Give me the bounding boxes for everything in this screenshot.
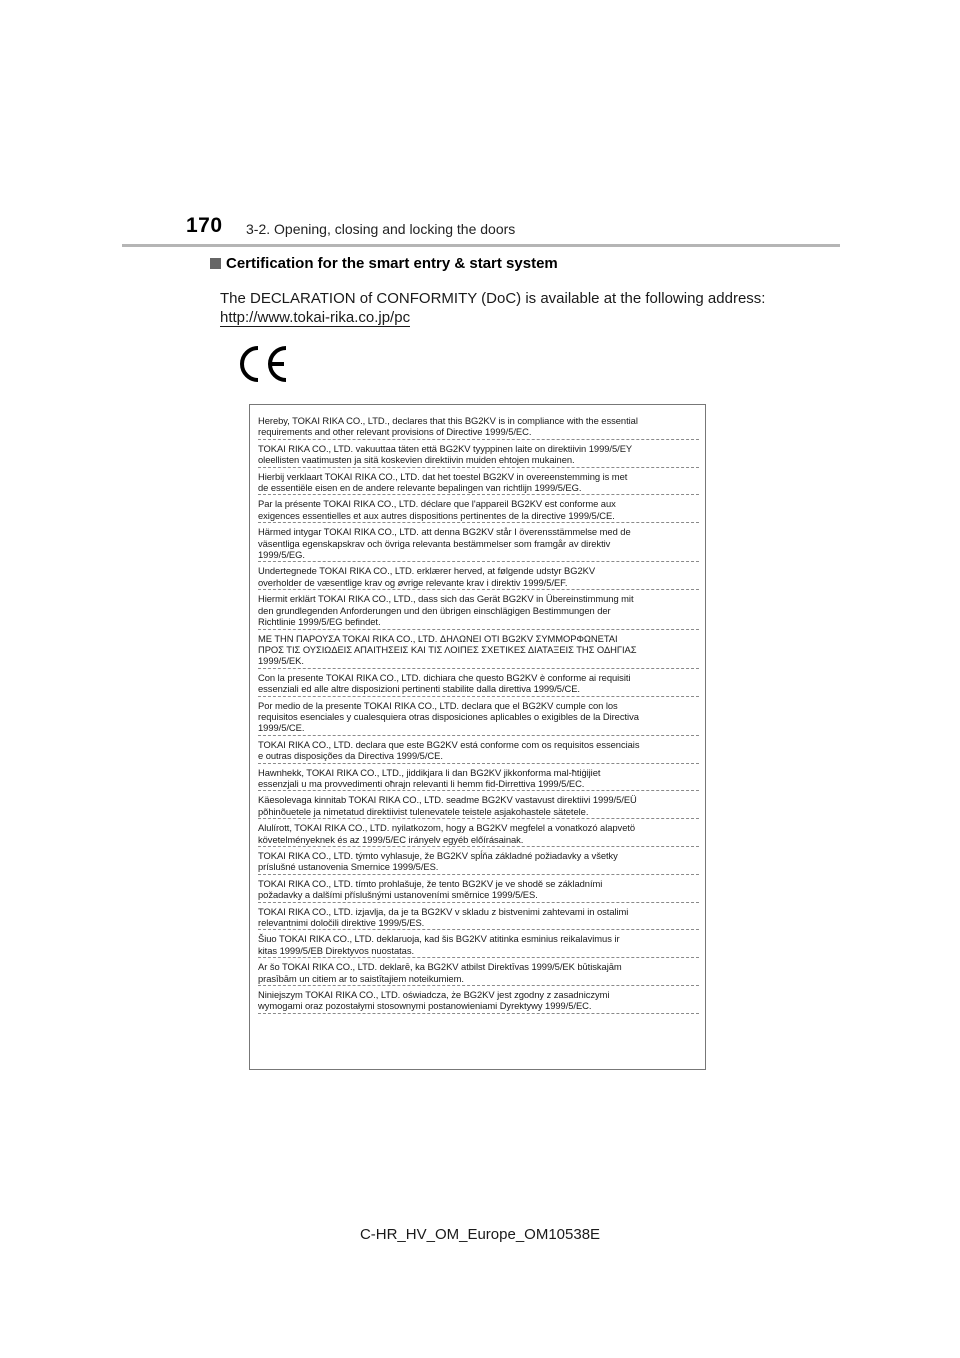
declaration-item: TOKAI RIKA CO., LTD. týmto vyhlasuje, že BG2KV spĺňa základné požiadavky a všetky príslušné ustanovenia Smernice 1999/5/ES. <box>258 847 699 875</box>
header-rule <box>122 244 840 247</box>
declaration-item: Käesolevaga kinnitab TOKAI RIKA CO., LTD. seadme BG2KV vastavust direktiivi 1999/5/EÜ põhinõuetele ja nimetatud direktiivist tulenevatele teistele asjakohastele sätetele. <box>258 791 699 819</box>
declaration-item: Hawnhekk, TOKAI RIKA CO., LTD., jiddikjara li dan BG2KV jikkonforma mal-ħtiġijiet essenzjali u ma provvedimenti oħrajn relevanti li hemm fid-Dirrettiva 1999/5/EC. <box>258 764 699 792</box>
page-number: 170 <box>186 214 223 237</box>
declaration-list <box>258 412 699 1014</box>
intro-text <box>220 289 780 327</box>
declaration-item: Niniejszym TOKAI RIKA CO., LTD. oświadcza, że BG2KV jest zgodny z zasadniczymi wymogami oraz pozostałymi stosownymi postanowieniami Dyrektywy 1999/5/EC. <box>258 986 699 1014</box>
declaration-item: Hiermit erklärt TOKAI RIKA CO., LTD., dass sich das Gerät BG2KV in Übereinstimmung mit den grundlegenden Anforderungen und den übrigen einschlägigen Bestimmungen der Richtlinie 1999/5/EG befindet. <box>258 590 699 629</box>
declaration-item: TOKAI RIKA CO., LTD. vakuuttaa täten että BG2KV tyyppinen laite on direktiivin 1999/5/EY oleellisten vaatimusten ja sitä koskevien direktiivin muiden ehtojen mukainen. <box>258 440 699 468</box>
intro-line: The DECLARATION of CONFORMITY (DoC) is available at the following address: <box>220 290 766 307</box>
heading-text: Certification for the smart entry & start system <box>226 255 558 272</box>
ce-mark-icon <box>237 344 293 384</box>
declaration-item: Ar šo TOKAI RIKA CO., LTD. deklarē, ka BG2KV atbilst Direktīvas 1999/5/EK būtiskajām prasībām un citiem ar to saistītajiem noteikumiem. <box>258 958 699 986</box>
declaration-item: Hereby, TOKAI RIKA CO., LTD., declares that this BG2KV is in compliance with the essential requirements and other relevant provisions of Directive 1999/5/EC. <box>258 412 699 440</box>
document-footer: C-HR_HV_OM_Europe_OM10538E <box>359 1226 601 1243</box>
declaration-item: Šiuo TOKAI RIKA CO., LTD. deklaruoja, kad šis BG2KV atitinka esminius reikalavimus ir kitas 1999/5/EB Direktyvos nuostatas. <box>258 930 699 958</box>
declaration-item: TOKAI RIKA CO., LTD. tímto prohlašuje, že tento BG2KV je ve shodě se základními požadavky a dalšími příslušnými ustanoveními směrnice 1999/5/ES. <box>258 875 699 903</box>
declaration-item: Undertegnede TOKAI RIKA CO., LTD. erklærer herved, at følgende udstyr BG2KV overholder de væsentlige krav og øvrige relevante krav i direktiv 1999/5/EF. <box>258 562 699 590</box>
declaration-item: ΜΕ ΤΗΝ ΠΑΡΟΥΣΑ TOKAI RIKA CO., LTD. ΔΗΛΩΝΕΙ ΟΤΙ BG2KV ΣΥΜΜΟΡΦΩΝΕΤΑΙ ΠΡΟΣ ΤΙΣ ΟΥΣΙΩΔΕΙΣ ΑΠΑΙΤΗΣΕΙΣ ΚΑΙ ΤΙΣ ΛΟΙΠΕΣ ΣΧΕΤΙΚΕΣ ΔΙΑΤΑΞΕΙΣ ΤΗΣ ΟΔΗΓΙΑΣ 1999/5/ΕΚ. <box>258 630 699 669</box>
square-bullet-icon <box>210 258 221 269</box>
section-heading <box>210 255 558 272</box>
declaration-item: Alulírott, TOKAI RIKA CO., LTD. nyilatkozom, hogy a BG2KV megfelel a vonatkozó alapvetö követelményeknek és az 1999/5/EC irányelv egyéb előírásainak. <box>258 819 699 847</box>
declaration-item: Por medio de la presente TOKAI RIKA CO., LTD. declara que el BG2KV cumple con los requisitos esenciales y cualesquiera otras disposiciones aplicables o exigibles de la Directiva 1999/5/CE. <box>258 697 699 736</box>
declaration-item: TOKAI RIKA CO., LTD. declara que este BG2KV está conforme com os requisitos essenciais e outras disposições da Directiva 1999/5/CE. <box>258 736 699 764</box>
declaration-item: Con la presente TOKAI RIKA CO., LTD. dichiara che questo BG2KV è conforme ai requisiti essenziali ed alle altre disposizioni pertinenti stabilite dalla direttiva 1999/5/CE. <box>258 669 699 697</box>
declaration-box <box>249 404 706 1070</box>
declaration-item: Hierbij verklaart TOKAI RIKA CO., LTD. dat het toestel BG2KV in overeenstemming is met de essentiële eisen en de andere relevante bepalingen van richtlijn 1999/5/EG. <box>258 468 699 496</box>
doc-url-link[interactable]: http://www.tokai-rika.co.jp/pc <box>220 309 411 326</box>
declaration-item: Par la présente TOKAI RIKA CO., LTD. déclare que l'appareil BG2KV est conforme aux exigences essentielles et aux autres dispositions pertinentes de la directive 1999/5/CE. <box>258 495 699 523</box>
declaration-item: TOKAI RIKA CO., LTD. izjavlja, da je ta BG2KV v skladu z bistvenimi zahtevami in ostalimi relevantnimi določili direktive 1999/5/ES. <box>258 903 699 931</box>
declaration-item: Härmed intygar TOKAI RIKA CO., LTD. att denna BG2KV står I överensstämmelse med de väsentliga egenskapskrav och övriga relevanta bestämmelser som framgår av direktiv 1999/5/EG. <box>258 523 699 562</box>
section-header: 3-2. Opening, closing and locking the doors <box>246 221 516 237</box>
